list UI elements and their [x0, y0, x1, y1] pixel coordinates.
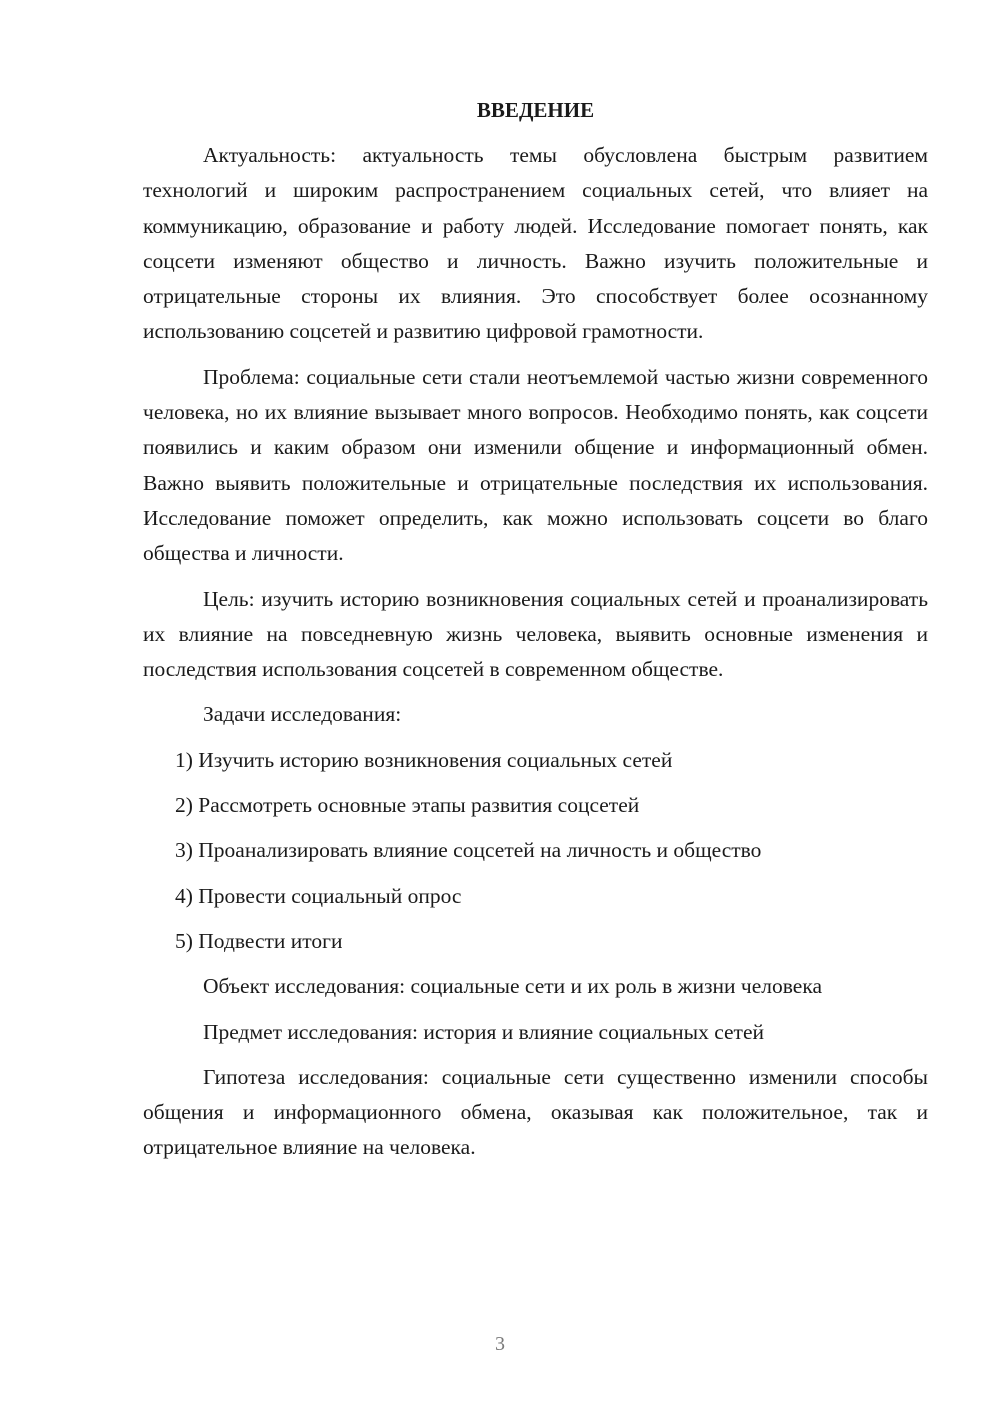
task-item: 4) Провести социальный опрос — [175, 883, 462, 908]
relevance-paragraph: Актуальность: актуальность темы обусловлена быстрым развитием технологий и широким распространением социальных сетей, что влияет на коммуникацию, образование и работу людей. Исследование помогает понять, как соцсети изменяют общество и личность. Важно изучить положительные и отрицательные стороны их влияния. Это способствует более осознанному использованию соцсетей и развитию цифровой грамотности. — [143, 143, 928, 344]
section-heading: ВВЕДЕНИЕ — [476, 98, 595, 122]
task-item: 5) Подвести итоги — [175, 928, 343, 953]
problem-paragraph: Проблема: социальные сети стали неотъемлемой частью жизни современного человека, но их влияние вызывает много вопросов. Необходимо понять, как соцсети появились и каким образом они изменили общение и информационный обмен. Важно выявить положительные и отрицательные последствия их использования. Исследование поможет определить, как можно использовать соцсети во благо общества и личности. — [143, 364, 928, 566]
object-line: Объект исследования: социальные сети и их роль в жизни человека — [203, 974, 822, 999]
tasks-list — [143, 743, 928, 959]
task-item: 1) Изучить историю возникновения социальных сетей — [175, 747, 673, 772]
hypothesis-paragraph: Гипотеза исследования: социальные сети существенно изменили способы общения и информационного обмена, оказывая как положительное, так и отрицательное влияние на человека. — [143, 1064, 928, 1160]
document-page — [143, 92, 928, 1176]
task-item: 3) Проанализировать влияние соцсетей на личность и общество — [175, 838, 762, 863]
goal-paragraph: Цель: изучить историю возникновения социальных сетей и проанализировать их влияние на повседневную жизнь человека, выявить основные изменения и последствия использования соцсетей в современном обществе. — [143, 586, 928, 682]
task-item: 2) Рассмотреть основные этапы развития соцсетей — [175, 793, 640, 818]
tasks-title: Задачи исследования: — [203, 702, 402, 727]
subject-line: Предмет исследования: история и влияние социальных сетей — [203, 1019, 764, 1044]
page-number: 3 — [495, 1333, 505, 1355]
